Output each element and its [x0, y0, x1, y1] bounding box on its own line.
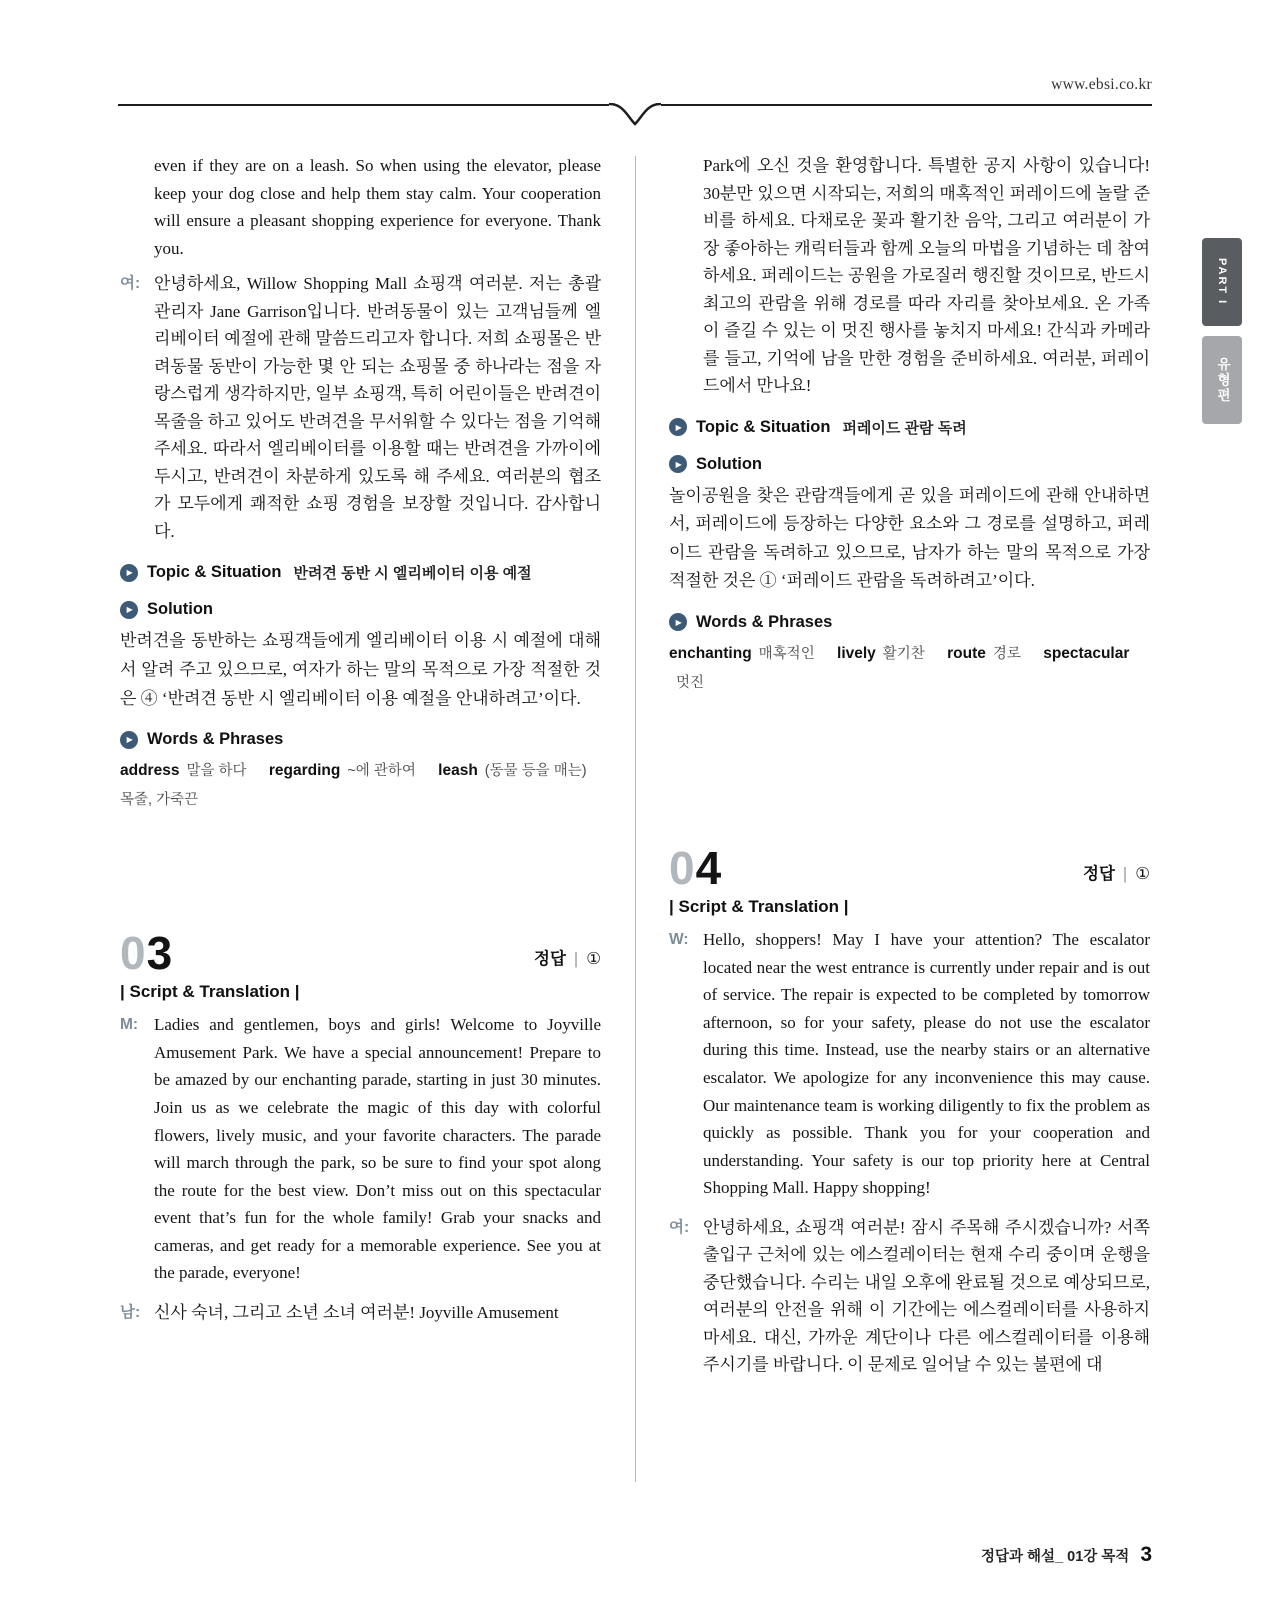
- side-tab-part: [1202, 238, 1242, 326]
- q02-solution-text: 반려견을 동반하는 쇼핑객들에게 엘리베이터 이용 시 예절에 대해서 알려 주고 있으므로, 여자가 하는 말의 목적으로 가장 적절한 것은 ④ ‘반려견 동반 시 엘리베이터 이용 예절을 안내하려고’이다.: [120, 631, 601, 708]
- word-entry: route 경로: [947, 644, 1021, 662]
- word-entry: address 말을 하다: [120, 762, 247, 780]
- q03-script-text: Ladies and gentlemen, boys and girls! Welcome to Joyville Amusement Park. We have a special announcement! Prepare to be amazed by our enchanting parade, starting in just 30 minutes. Join us as we celebrate the magic of this day with colorful flowers, lively music, and your favorite characters. The parade will march through the park, so be sure to find your spot along the route for the best view. Don’t miss out on this spectacular event that’s fun for the whole family! Grab your snacks and cameras, and get ready for a memorable experience. See you at the parade, everyone!: [154, 1015, 601, 1283]
- q04-speaker-label-en: W:: [669, 931, 689, 949]
- q02-topic-situation-heading: [120, 562, 601, 583]
- q03-speaker-label-en: M:: [120, 1016, 139, 1034]
- q03-topic-text: 퍼레이드 관람 독려: [842, 419, 967, 437]
- play-icon: ▶: [669, 418, 687, 436]
- footer-page-number: 3: [1140, 1543, 1152, 1566]
- q03-words-label: Words & Phrases: [696, 612, 833, 631]
- q03-topic-label: Topic & Situation: [696, 417, 831, 436]
- word-entry: spectacular멋진: [676, 644, 1130, 691]
- problem-03-header: [120, 927, 601, 980]
- play-icon: ▶: [669, 455, 687, 473]
- play-icon: ▶: [120, 601, 138, 619]
- q02-topic-text: 반려견 동반 시 엘리베이터 이용 예절: [293, 565, 532, 583]
- side-tab-part-label: PART I: [1216, 258, 1228, 306]
- word-entry: regarding ~에 관하여: [268, 762, 416, 780]
- right-column: [669, 152, 1150, 1492]
- q02-speaker-label: 여:: [120, 275, 141, 293]
- q04-translation-paragraph: [669, 1214, 1150, 1379]
- q02-translation-paragraph: [120, 270, 601, 545]
- q03-topic-situation-heading: [669, 417, 1150, 438]
- q03-words-list: [669, 640, 1150, 697]
- q03-script-translation-heading: | Script & Translation |: [120, 982, 300, 1002]
- problem-04-number: 04: [669, 842, 723, 895]
- word-entry: enchanting 매혹적인: [669, 644, 815, 662]
- q02-solution-label: Solution: [147, 600, 213, 619]
- side-tab-section-label: 유형편: [1215, 356, 1230, 404]
- header-rule: [118, 104, 1152, 106]
- q04-speaker-label-ko: 여:: [669, 1218, 690, 1236]
- side-tab-section: [1202, 336, 1242, 424]
- play-icon: ▶: [120, 564, 138, 582]
- q02-topic-label: Topic & Situation: [147, 563, 282, 582]
- q04-translation-text: 안녕하세요, 쇼핑객 여러분! 잠시 주목해 주시겠습니까? 서쪽 출입구 근처에 있는 에스컬레이터는 현재 수리 중이며 운행을 중단했습니다. 수리는 내일 오후에 완료될 것으로 예상되므로, 여러분의 안전을 위해 이 기간에는 에스컬레이터를 사용하지 마세요. 대신, 가까운 계단이나 다른 에스컬레이터를 이용해 주시기를 바랍니다. 이 문제로 일어날 수 있는 불편에 대: [703, 1217, 1150, 1375]
- column-divider: [635, 156, 636, 1482]
- problem-03-answer-badge: 정답 | ①: [534, 950, 601, 969]
- site-url: www.ebsi.co.kr: [1051, 76, 1152, 93]
- q03-words-phrases-heading: [669, 613, 1150, 632]
- problem-04-answer-badge: 정답 | ①: [1083, 865, 1150, 884]
- q02-words-list: [120, 757, 601, 814]
- q02-solution-heading: [120, 600, 601, 619]
- play-icon: ▶: [669, 613, 687, 631]
- page-footer: [981, 1543, 1152, 1567]
- q03-solution-label: Solution: [696, 454, 762, 473]
- q02-script-continuation: even if they are on a leash. So when using the elevator, please keep your dog close and help them stay calm. Your cooperation will ensure a pleasant shopping experience for everyone. Thank you.: [154, 156, 601, 258]
- q02-translation-text: 안녕하세요, Willow Shopping Mall 쇼핑객 여러분. 저는 총괄 관리자 Jane Garrison입니다. 반려동물이 있는 고객님들께 엘리베이터 예절에 관해 말씀드리고자 합니다. 저희 쇼핑몰은 반려동물 동반이 가능한 몇 안 되는 쇼핑몰 중 하나라는 점을 자랑스럽게 생각하지만, 일부 쇼핑객, 특히 어린이들은 반려견이 목줄을 하고 있어도 반려견을 무서워할 수 있다는 점을 기억해 주세요. 따라서 엘리베이터를 이용할 때는 반려견을 가까이에 두시고, 반려견이 차분하게 있도록 해 주세요. 여러분의 협조가 모두에게 쾌적한 쇼핑 경험을 보장할 것입니다. 감사합니다.: [154, 274, 601, 541]
- q04-script-paragraph: [669, 926, 1150, 1201]
- q03-translation-continuation: Park에 오신 것을 환영합니다. 특별한 공지 사항이 있습니다! 30분만 있으면 시작되는, 저희의 매혹적인 퍼레이드에 놀랄 준비를 하세요. 다채로운 꽃과 활기찬 음악, 그리고 여러분이 가장 좋아하는 캐릭터들과 함께 오늘의 마법을 기념하는 데 참여하세요. 퍼레이드는 공원을 가로질러 행진할 것이므로, 반드시 최고의 관람을 위해 경로를 따라 자리를 찾아보세요. 온 가족이 즐길 수 있는 이 멋진 행사를 놓치지 마세요! 간식과 카메라를 들고, 기억에 남을 만한 경험을 준비하세요. 여러분, 퍼레이드에서 만나요!: [703, 156, 1150, 396]
- q02-words-phrases-heading: [120, 730, 601, 749]
- q03-solution-text: 놀이공원을 찾은 관람객들에게 곧 있을 퍼레이드에 관해 안내하면서, 퍼레이드에 등장하는 다양한 요소와 그 경로를 설명하고, 퍼레이드 관람을 독려하고 있으므로, 남자가 하는 말의 목적으로 가장 적절한 것은 ① ‘퍼레이드 관람을 독려하려고’이다.: [669, 485, 1150, 591]
- side-tabs: [1202, 238, 1242, 424]
- q03-speaker-label-ko: 남:: [120, 1303, 141, 1321]
- q03-translation-text-left: 신사 숙녀, 그리고 소년 소녀 여러분! Joyville Amusement: [154, 1302, 559, 1322]
- q03-script-paragraph: [120, 1011, 601, 1286]
- two-column-body: [120, 152, 1150, 1492]
- word-entry: leash (동물 등을 매는) 목줄, 가죽끈: [120, 762, 587, 808]
- problem-03-number: 03: [120, 927, 174, 980]
- q04-script-translation-heading: | Script & Translation |: [669, 897, 849, 917]
- play-icon: ▶: [120, 731, 138, 749]
- q04-script-text: Hello, shoppers! May I have your attention? The escalator located near the west entrance is currently under repair and is out of service. The repair is expected to be completed by tomorrow afternoon, so for your safety, please do not use the escalator during this time. Instead, use the nearby stairs or an alternative escalator. We apologize for any inconvenience this may cause. Our maintenance team is working diligently to fix the problem as quickly as possible. Thank you for your cooperation and understanding. Your safety is our top priority here at Central Shopping Mall. Happy shopping!: [703, 930, 1150, 1198]
- word-entry: lively 활기찬: [837, 644, 925, 662]
- footer-label: 정답과 해설_ 01강 목적: [980, 1549, 1130, 1565]
- problem-04-header: [669, 842, 1150, 895]
- q03-translation-paragraph-left: [120, 1299, 601, 1327]
- q03-solution-heading: [669, 455, 1150, 474]
- q02-words-label: Words & Phrases: [147, 730, 284, 749]
- left-column: [120, 152, 601, 1492]
- header-notch-ornament: [609, 103, 661, 129]
